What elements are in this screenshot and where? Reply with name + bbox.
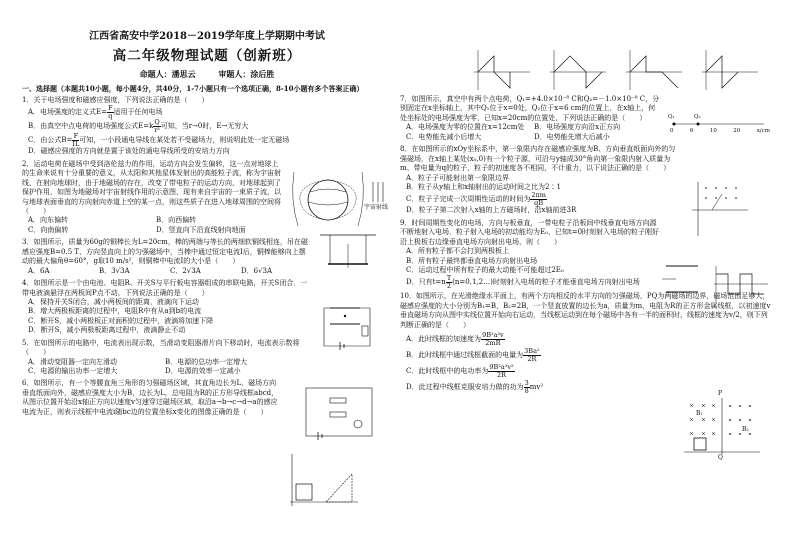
q1-option-d: D．磁感应强度的方向就是置于该处的通电导线所受的安培力方向 bbox=[28, 147, 230, 156]
q2-stem: 2．运动电荷在磁场中受到洛伦兹力的作用，运动方向会发生偏转，这一点对地球上的生命来说有十分重要的意义，从太阳和其他星体发射出的高能粒子流，称为宇宙射线，在射向地球时，由于地磁场的存在，改变了带电粒子的运动方向，对地球起到了保护作用，如图为地磁场对宇宙射线作用的示意图，现有来自宇宙的一束质子流，以与地球表面垂直的方向射向赤道上空的某一点，则这些质子在进入地球周围的空间将（ ） bbox=[22, 159, 281, 216]
question-1 bbox=[22, 96, 392, 157]
section1-heading: 一、选择题（本题共10小题，每小题4分，共40分，1-7小题只有一个选项正确，8-10小题有多个答案正确） bbox=[22, 83, 364, 93]
q4-stem: 4．如图所示是一个由电池、电阻R、开关S与平行板电容器组成的串联电路，开关S闭合．一带电液滴悬浮在两板间P点不动，下列说法正确的是（ ） bbox=[22, 279, 308, 297]
q10-label-b2: B₂ bbox=[742, 426, 749, 433]
q3-option-c: C．2√3A bbox=[170, 266, 201, 275]
q10-option-c: C．此时线框中的电功率为 $\frac{\text{9B²a²v²}}{2R}$ bbox=[406, 363, 514, 379]
q6-stem: 6．如图所示，有一个等腰直角三角形的匀强磁场区域，其直角边长为L，磁场方向垂直纸面向外，磁感应强度大小为B，边长为L，总电阻为R的正方形导线框abcd，从图示位置开始沿x轴正方向以速度v匀速穿过磁场区域，取沿a→b→c→d→a的感应电流为正，则表示线框中电流i随bc边的位置坐标x变化的图像正确的是（ ） bbox=[22, 379, 279, 416]
q9-option-c: C．运动过程中所有粒子的最大动能不可能超过2E₀ bbox=[406, 266, 564, 274]
q5-option-a: A．滑动变阻器一定向左滑动 bbox=[28, 357, 118, 366]
q10-label-b1: B₁ bbox=[696, 410, 703, 417]
q1-option-a: A．电场强度的定义式E= $\frac{F}{q}$ 适用于任何电场 bbox=[28, 104, 163, 120]
q7-charge-q2: Q₂ bbox=[694, 114, 701, 120]
q4-option-c: C．断开S，减小两极板正对面积的过程中，液滴将加速下降 bbox=[28, 316, 214, 325]
q7-charge-q1: Q₁ bbox=[668, 114, 675, 120]
q5-option-c: C．电源的输出功率一定增大 bbox=[28, 367, 118, 376]
q7-axis-labels: 0 6 10 20 x/cm bbox=[670, 128, 770, 134]
q9-option-b: B．所有粒子最终都垂直电场方向射出电场 bbox=[406, 256, 538, 265]
q4-option-b: B．增大两极板距离的过程中，电阻R中有从a到b的电流 bbox=[28, 307, 202, 316]
q1-option-b: B．由真空中点电荷的电场强度公式E=k $\frac{Q}{\text{r²}}$ 可知，当r→0时，E→无穷大 bbox=[28, 118, 249, 134]
q9-plates-figure bbox=[662, 262, 702, 296]
q2-option-d: D．竖直向下沿直线射向地面 bbox=[156, 225, 246, 234]
q2-option-c: C．向南偏转 bbox=[28, 225, 69, 234]
q10-option-b: B．此时线框中通过线框截面的电量为 $\frac{\text{3Ba²}}{2R}$ bbox=[406, 347, 540, 363]
graph-b bbox=[550, 50, 606, 90]
q5-option-d: D．电源的效率一定减小 bbox=[165, 367, 241, 376]
q2-option-a: A．向东偏转 bbox=[28, 216, 69, 225]
q8-coordinate-figure bbox=[690, 180, 750, 240]
question-7 bbox=[400, 95, 662, 142]
q9-option-a: A．所有粒子都不会打到两极板上 bbox=[406, 247, 510, 256]
q8-stem: 8．在如图所示的xOy坐标系中，第一象限内存在磁感应强度为B、方向垂直纸面向外的匀强磁场，在x轴上某处(x₀,0)有一个粒子源，可沿与y轴成30°角向第一象限内射入质量为m、带电量为q的粒子，粒子的初速度各不相同，不计重力，以下说法正确的是（ ） bbox=[400, 145, 676, 173]
q3-option-a: A．6A bbox=[28, 266, 50, 275]
question-10 bbox=[400, 292, 772, 394]
q10-option-d: D．此过程中线框克服安培力做的功为 $\frac{3}{8}$ mv² bbox=[406, 379, 544, 395]
question-2 bbox=[22, 160, 284, 236]
q8-option-d: D．粒子子第二次射入x轴的上方磁场时，沿x轴前进3R bbox=[406, 206, 577, 215]
q7-option-b: B．电场强度方向沿x正方向 bbox=[534, 123, 621, 132]
q10-stem: 10．如图所示，在光滑绝缘水平面上，有两个方向相反的水平方向的匀强磁场，PQ为两磁场的边界，磁场范围足够大，磁感应强度的大小分别为B₁=B，B₂=2B，一个竖直放置的边长为a，质量为m，电阻为R的正方形金属线框，以初速度v垂直磁场方向从图中实线位置开始向右运动，当线框运动到在每个磁场中各有一半的面积时，线框的速度为v/2，则下列判断正确的是（ ） bbox=[400, 292, 771, 329]
page-title: 高二年级物理试题（创新班） bbox=[112, 47, 302, 64]
q10-option-a: A．此时线框的加速度为 $\frac{\text{9B²a²v}}{2mR}$ bbox=[406, 331, 504, 347]
q10-label-p: P bbox=[718, 390, 723, 397]
q3-options bbox=[22, 267, 312, 276]
proposer: 命题人：潘思云 bbox=[139, 68, 196, 79]
exam-staff bbox=[22, 69, 392, 80]
q2-figure-label: 宇宙射线 bbox=[364, 204, 389, 211]
q3-copper-rod-figure bbox=[318, 232, 378, 274]
graph-d bbox=[702, 50, 758, 90]
q4-option-a: A．保持开关S闭合，减小两板间的距离，液滴向下运动 bbox=[28, 297, 199, 306]
question-8 bbox=[400, 145, 682, 216]
exam-school-header: 江西省高安中学2018－2019学年度上学期期中考试 bbox=[89, 31, 325, 42]
q10-label-q: Q bbox=[718, 454, 723, 461]
graph-c bbox=[626, 50, 682, 90]
q7-option-c: C．电势能先减小后增大 bbox=[406, 132, 482, 141]
q2-earth-figure bbox=[288, 162, 388, 232]
q9-square-wave-figure bbox=[710, 264, 770, 304]
right-column bbox=[400, 92, 772, 394]
q10-magnetic-field-figure bbox=[682, 390, 762, 461]
question-6 bbox=[22, 379, 280, 417]
q6-answer-graphs bbox=[470, 48, 760, 92]
q7-axis-figure bbox=[668, 116, 768, 132]
q1-stem: 1．关于电场强度和磁感应强度，下列说法正确的是（ ） bbox=[22, 95, 209, 104]
q7-option-a: A．电场强度为零的位置在x=12cm处 bbox=[406, 123, 525, 132]
q5-option-b: B．电源的总功率一定增大 bbox=[165, 357, 248, 366]
question-5 bbox=[22, 339, 302, 377]
q8-option-c: C．粒子子完成一次周期性运动的时间为 $\frac{2\pi m}{qB}$ bbox=[406, 191, 546, 207]
q1-option-c: C．由公式B= $\frac{F}{IL}$ 可知，一小段通电导线在某处若不受磁场力，则说明此处一定无磁场 bbox=[28, 132, 290, 148]
question-9 bbox=[400, 219, 660, 290]
q5-options bbox=[22, 358, 302, 377]
question-4 bbox=[22, 279, 312, 336]
q8-option-a: A．粒子子可能射出第一象限边界 bbox=[406, 173, 510, 182]
q9-stem: 9．时间周期性变化的电场，方向与板垂直，一带电粒子沿板间中线垂直电场方向源不断地射入电场，粒子射入电场的初动能均为E₀，已知t=0时刻射入电场的粒子刚好沿上极板右边缘垂直电场方向射出电场，则（ ） bbox=[400, 218, 660, 246]
question-3 bbox=[22, 238, 312, 276]
q3-option-d: D．6√3A bbox=[241, 266, 273, 275]
q9-option-d: D．只有t=n $\frac{T}{2}$ (n=0,1,2…)时刻射入电场的粒子才能垂直电场方向射出电场 bbox=[406, 274, 640, 290]
q2-options bbox=[22, 216, 284, 235]
q8-option-b: B．粒子从y轴上和x轴射出的运动时间之比为2∶1 bbox=[406, 182, 561, 191]
q3-stem: 3．如图所示，质量为60g的铜棒长为L=20cm，棒的两端与等长的两细软铜线相连，吊在磁感应强度B=0.5 T、方向竖直向上的匀强磁场中，当棒中通过恒定电流I后，铜棒能够向上摆动的最大偏角θ=60°，g取10 m/s²，则铜棒中电流I的大小是（ ） bbox=[22, 238, 308, 266]
q5-circuit-figure bbox=[300, 384, 380, 442]
q2-option-b: B．向西偏转 bbox=[156, 216, 197, 225]
q3-option-b: B．3√3A bbox=[99, 266, 130, 275]
reviewer: 审题人：涂后胜 bbox=[218, 68, 275, 79]
q5-stem: 5．在如图所示的电路中，电流表出现示数，当滑动变阻器滑片向下移动时，电流表示数将（ ） bbox=[22, 338, 300, 357]
q7-option-d: D．电势能先增大后减小 bbox=[534, 132, 610, 141]
q4-option-d: D．断开S，减小两极板距离过程中，液滴静止不动 bbox=[28, 326, 186, 335]
q7-options bbox=[400, 123, 662, 142]
q7-stem: 7．如图所示，真空中有两个点电荷，Q₁=+4.0×10⁻⁸ C和Q₂=－1.0×10⁻⁸ C，分别固定在x坐标轴上，其中Q₁位于x=0处，Q₂位于x=6 cm的位置上．在x轴上，何处坐标处的电场强度为零，已知x=20cm的位置处，下列说法正确的是（ ） bbox=[400, 95, 660, 122]
graph-a bbox=[474, 50, 530, 90]
q6-triangle-field-figure bbox=[288, 450, 360, 510]
q4-capacitor-figure bbox=[320, 300, 376, 352]
